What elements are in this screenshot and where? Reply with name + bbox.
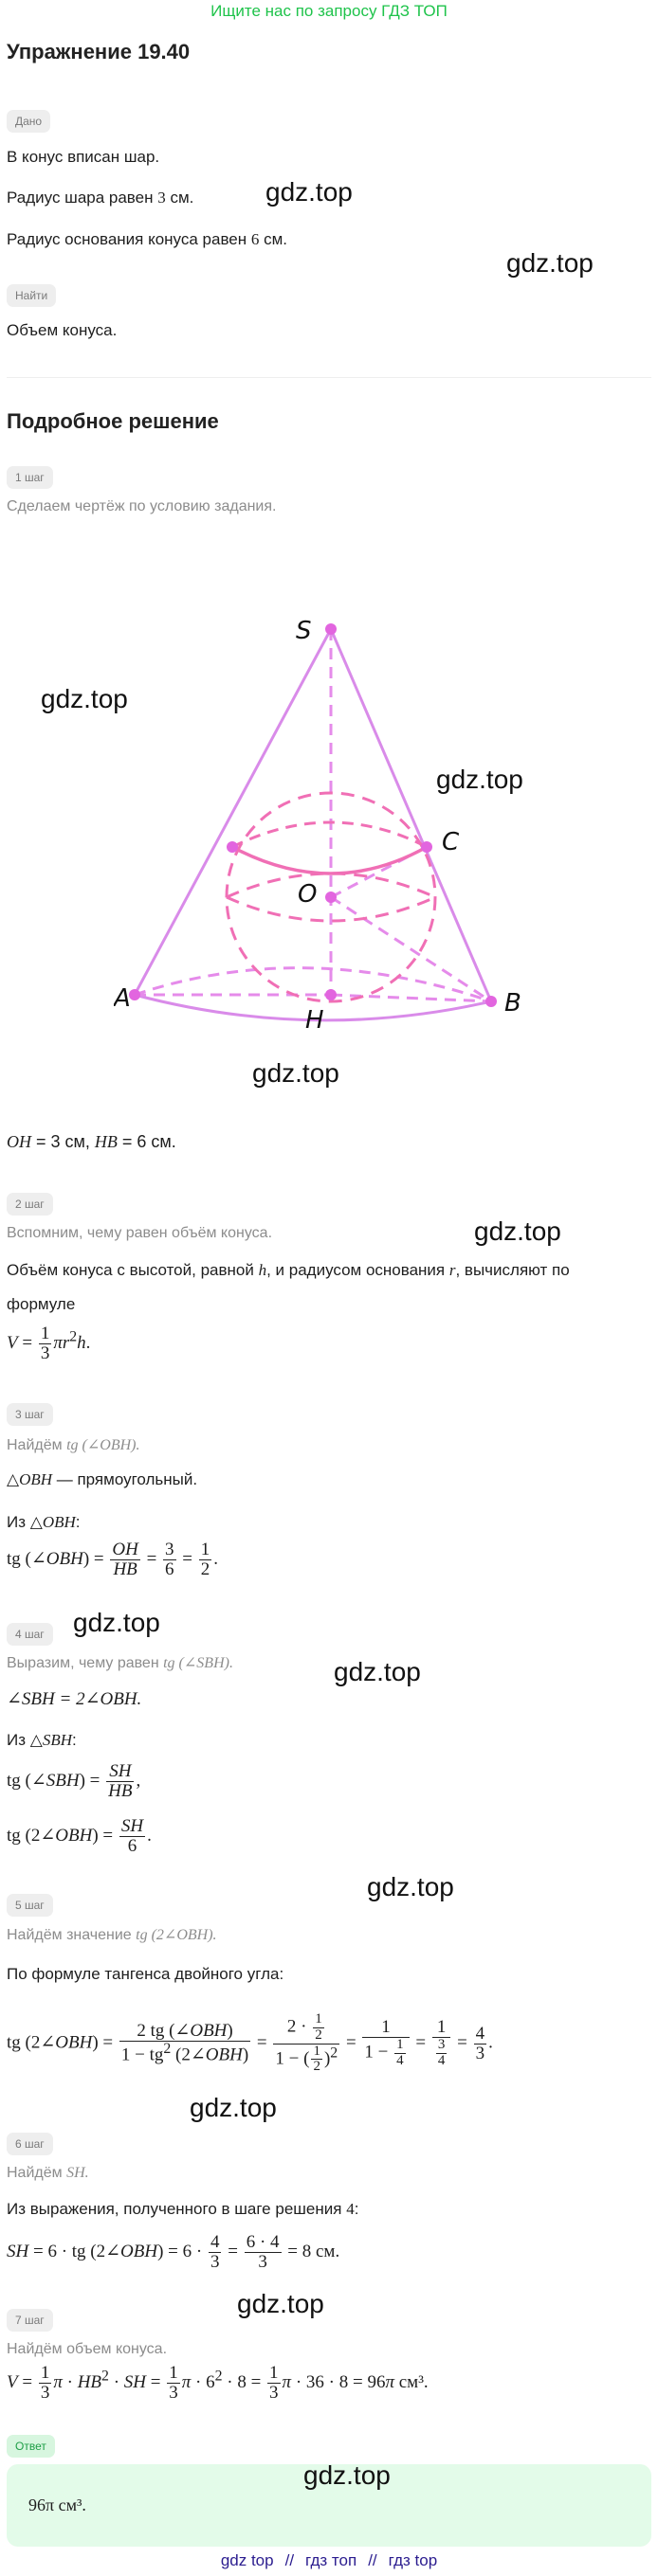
step-3-text: Найдём tg (∠OBH).: [7, 1437, 140, 1453]
step-2-p2: формуле: [7, 1295, 76, 1313]
point-A: [129, 989, 140, 1000]
step-5-formula-intro: По формуле тангенса двойного угла:: [7, 1965, 284, 1983]
point-C: [421, 841, 432, 853]
step-5-text: Найдём значение tg (2∠OBH).: [7, 1927, 217, 1943]
footer-separator: //: [284, 2551, 295, 2569]
label-S: S: [296, 617, 312, 645]
step-6-ref: Из выражения, полученного в шаге решения 4:: [7, 2200, 359, 2218]
step-4-text: Выразим, чему равен tg (∠SBH).: [7, 1655, 233, 1671]
step-1-tag: 1 шаг: [7, 466, 53, 489]
label-H: H: [305, 1006, 324, 1035]
cone-base-back: [135, 968, 491, 1001]
step-4-from: Из △SBH:: [7, 1731, 77, 1749]
page-title: Упражнение 19.40: [7, 40, 191, 63]
step-4-eq-1: tg (∠SBH) = $\frac{SH}{HB}$ ,: [7, 1761, 141, 1801]
watermark: gdz.top: [252, 1058, 339, 1088]
step-1-text: Сделаем чертёж по условию задания.: [7, 498, 277, 514]
step-3-right-triangle: △OBH — прямоугольный.: [7, 1470, 198, 1488]
label-A: A: [114, 984, 131, 1013]
find-tag: Найти: [7, 284, 56, 307]
cone-side-right: [331, 629, 491, 1001]
given-line-3: Радиус основания конуса равен 6 см.: [7, 230, 287, 248]
segment-OB: [331, 897, 491, 1001]
watermark: gdz.top: [73, 1608, 160, 1637]
step-4-angle-eq: ∠SBH = 2∠OBH.: [7, 1689, 142, 1709]
step-7-text: Найдём объем конуса.: [7, 2341, 168, 2357]
given-line-1: В конус вписан шар.: [7, 148, 160, 166]
step-5-equation: tg (2∠OBH) = $\frac{\text{2 tg (∠OBH)}}{1 - tg^2 (2\angle OBH)}$ = 2 · $\frac{1}{2}$ 1 − ( $\frac{1}{2}$ )$^2$ = 1 1 − $\frac{1}{4}$ = $\frac{1}{\frac{3}{4}}$ = $\frac{4}{3}$ .: [7, 2011, 493, 2075]
footer-separator: //: [368, 2551, 377, 2569]
step-3-from: Из △OBH:: [7, 1513, 81, 1531]
watermark: gdz.top: [474, 1216, 561, 1246]
footer-link[interactable]: гдз top: [388, 2551, 438, 2569]
point-C-left: [227, 841, 238, 853]
watermark: gdz.top: [190, 2093, 277, 2122]
point-H: [325, 989, 337, 1000]
divider: [7, 377, 651, 378]
point-O: [325, 892, 337, 903]
point-S: [325, 623, 337, 635]
step-7-equation: V = $\frac{1}{3}$ $\pi \cdot HB^2$ · SH = $\frac{1}{3}$ $\pi \cdot 6^2 \cdot 8$ = $\frac{1}{3}$ π · 36 · 8 = 96π см³.: [7, 2363, 429, 2403]
step-2-text: Вспомним, чему равен объём конуса.: [7, 1225, 273, 1241]
label-C: C: [442, 828, 460, 856]
step-3-tag: 3 шаг: [7, 1403, 53, 1426]
step-7-tag: 7 шаг: [7, 2309, 53, 2332]
answer-value: 96π см³.: [28, 2495, 86, 2514]
solution-title: Подробное решение: [7, 409, 219, 433]
footer-link[interactable]: gdz top: [220, 2551, 274, 2569]
find-line-1: Объем конуса.: [7, 321, 118, 339]
point-B: [485, 996, 497, 1007]
cone-sphere-figure: [114, 597, 550, 1042]
step-6-tag: 6 шаг: [7, 2133, 53, 2155]
watermark: gdz.top: [506, 248, 594, 278]
volume-formula: V = $\frac{1}{3}$ $\pi r^2h$.: [7, 1324, 91, 1363]
oh-hb-values: OH = 3 см, HB = 6 см.: [7, 1132, 176, 1151]
step-2-p1: Объём конуса с высотой, равной h, и радиусом основания r, вычисляют по: [7, 1261, 570, 1279]
step-4-eq-2: tg (2∠OBH) = $\frac{SH}{6}$ .: [7, 1816, 152, 1856]
watermark: gdz.top: [237, 2289, 324, 2318]
step-2-tag: 2 шаг: [7, 1193, 53, 1216]
given-line-2: Радиус шара равен 3 см.: [7, 189, 194, 207]
label-B: B: [504, 989, 521, 1018]
watermark: gdz.top: [265, 177, 353, 207]
step-3-equation: tg (∠OBH) = $\frac{OH}{HB}$ = $\frac{3}{6}$ = $\frac{1}{2}$ .: [7, 1540, 219, 1579]
watermark: gdz.top: [41, 684, 128, 713]
step-6-text: Найдём SH.: [7, 2165, 89, 2181]
watermark: gdz.top: [303, 2460, 391, 2490]
answer-tag: Ответ: [7, 2435, 55, 2458]
step-4-tag: 4 шаг: [7, 1623, 53, 1646]
watermark: gdz.top: [367, 1872, 454, 1901]
step-6-equation: SH = 6 · tg (2∠OBH) = 6 · $\frac{4}{3}$ = $\frac{6 \cdot 4}{3}$ = 8 см.: [7, 2232, 340, 2272]
cone-side-left: [135, 629, 331, 995]
label-O: O: [298, 880, 318, 909]
given-tag: Дано: [7, 110, 50, 133]
footer-link[interactable]: гдз топ: [305, 2551, 357, 2569]
search-banner[interactable]: Ищите нас по запросу ГДЗ ТОП: [210, 2, 448, 20]
watermark: gdz.top: [436, 765, 523, 794]
watermark: gdz.top: [334, 1657, 421, 1686]
step-5-tag: 5 шаг: [7, 1894, 53, 1917]
footer-links: [0, 2551, 658, 2570]
